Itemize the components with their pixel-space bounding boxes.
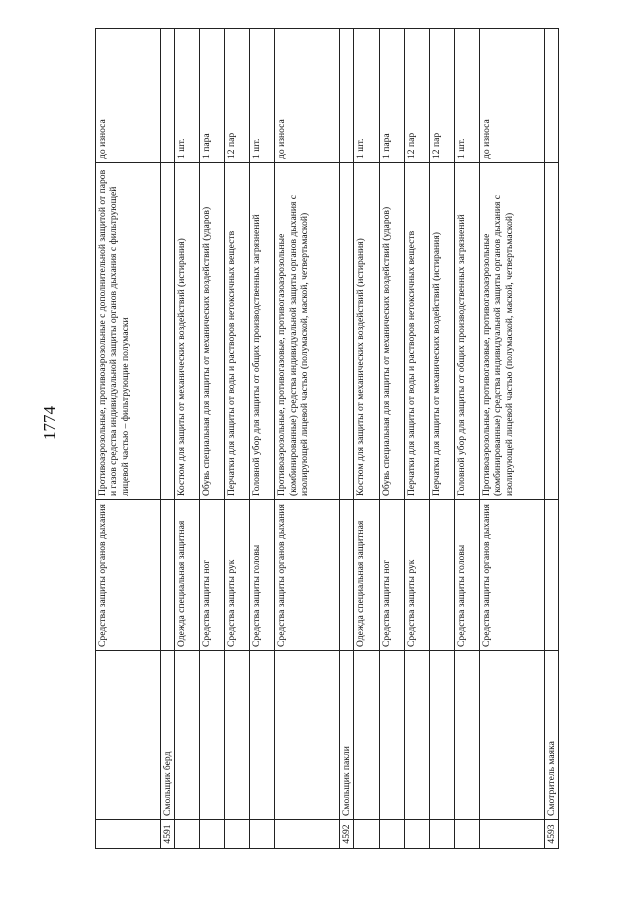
ppe-category-cell: [544, 500, 558, 651]
section-row: [340, 29, 354, 849]
rotated-table-container: [95, 64, 559, 849]
issue-norm-cell: 1 шт.: [354, 29, 379, 163]
profession-name-cell: Смотритель маяка: [544, 651, 558, 820]
row-number-cell: [354, 820, 379, 849]
issue-norm-cell: [160, 29, 174, 163]
row-number-cell: [275, 820, 340, 849]
ppe-category-cell: Одежда специальная защитная: [175, 500, 200, 651]
table-row: [250, 29, 275, 849]
row-number-cell: [225, 820, 250, 849]
table-row: [275, 29, 340, 849]
issue-norm-cell: 12 пар: [404, 29, 429, 163]
table-row: [429, 29, 454, 849]
profession-name-cell: [225, 651, 250, 820]
table-row: [404, 29, 429, 849]
ppe-item-cell: Костюм для защиты от механических воздействий (истирания): [175, 163, 200, 500]
page-number: 1774: [40, 406, 59, 440]
ppe-category-cell: Средства защиты ног: [379, 500, 404, 651]
table-row: [175, 29, 200, 849]
row-number-cell: [250, 820, 275, 849]
ppe-item-cell: Противоаэрозольные, противогазовые, противогазоаэрозольные (комбинированные) средства индивидуальной защиты органов дыхания с изолирующей лицевой частью (полумаской, маской, четвертьмаской): [479, 163, 544, 500]
ppe-category-cell: Одежда специальная защитная: [354, 500, 379, 651]
ppe-category-cell: Средства защиты ног: [200, 500, 225, 651]
ppe-category-cell: Средства защиты органов дыхания: [275, 500, 340, 651]
ppe-category-cell: Средства защиты рук: [225, 500, 250, 651]
ppe-category-cell: Средства защиты органов дыхания: [479, 500, 544, 651]
issue-norm-cell: 1 пара: [200, 29, 225, 163]
profession-name-cell: Смольщик пакли: [340, 651, 354, 820]
row-number-cell: [429, 820, 454, 849]
table-row: [354, 29, 379, 849]
ppe-item-cell: Перчатки для защиты от воды и растворов нетоксичных веществ: [225, 163, 250, 500]
row-number-cell: [379, 820, 404, 849]
table-row: [379, 29, 404, 849]
profession-name-cell: Смольщик берд: [160, 651, 174, 820]
profession-name-cell: [379, 651, 404, 820]
profession-name-cell: [429, 651, 454, 820]
ppe-category-cell: Средства защиты органов дыхания: [96, 500, 161, 651]
ppe-category-cell: Средства защиты головы: [454, 500, 479, 651]
table-row: [96, 29, 161, 849]
row-number-cell: [479, 820, 544, 849]
ppe-item-cell: Обувь специальная для защиты от механических воздействий (ударов): [200, 163, 225, 500]
table-row: [225, 29, 250, 849]
section-row: [160, 29, 174, 849]
row-number-cell: 4592: [340, 820, 354, 849]
row-number-cell: [175, 820, 200, 849]
table-row: [479, 29, 544, 849]
issue-norm-cell: [340, 29, 354, 163]
issue-norm-cell: 1 шт.: [175, 29, 200, 163]
ppe-item-cell: [544, 163, 558, 500]
profession-name-cell: [479, 651, 544, 820]
ppe-category-cell: [340, 500, 354, 651]
ppe-norms-table: [95, 28, 559, 849]
issue-norm-cell: до износа: [96, 29, 161, 163]
issue-norm-cell: 1 шт.: [454, 29, 479, 163]
ppe-item-cell: Головной убор для защиты от общих производственных загрязнений: [454, 163, 479, 500]
ppe-item-cell: Перчатки для защиты от воды и растворов нетоксичных веществ: [404, 163, 429, 500]
issue-norm-cell: до износа: [275, 29, 340, 163]
row-number-cell: [404, 820, 429, 849]
profession-name-cell: [275, 651, 340, 820]
issue-norm-cell: 12 пар: [225, 29, 250, 163]
row-number-cell: [96, 820, 161, 849]
profession-name-cell: [454, 651, 479, 820]
issue-norm-cell: 1 шт.: [250, 29, 275, 163]
issue-norm-cell: [544, 29, 558, 163]
section-row: [544, 29, 558, 849]
issue-norm-cell: до износа: [479, 29, 544, 163]
profession-name-cell: [175, 651, 200, 820]
row-number-cell: [200, 820, 225, 849]
row-number-cell: 4593: [544, 820, 558, 849]
profession-name-cell: [354, 651, 379, 820]
ppe-item-cell: [340, 163, 354, 500]
ppe-item-cell: Перчатки для защиты от механических воздействий (истирания): [429, 163, 454, 500]
ppe-item-cell: Головной убор для защиты от общих производственных загрязнений: [250, 163, 275, 500]
ppe-item-cell: Противоаэрозольные, противогазовые, противогазоаэрозольные (комбинированные) средства индивидуальной защиты органов дыхания с изолирующей лицевой частью (полумаской, маской, четвертьмаской): [275, 163, 340, 500]
ppe-item-cell: [160, 163, 174, 500]
row-number-cell: [454, 820, 479, 849]
ppe-item-cell: Костюм для защиты от механических воздействий (истирания): [354, 163, 379, 500]
ppe-category-cell: Средства защиты рук: [404, 500, 429, 651]
ppe-item-cell: Противоаэрозольные, противоаэрозольные с дополнительной защитой от паров и газов средства индивидуальной защиты органов дыхания с фильтрующей лицевой частью – фильтрующие полумаски: [96, 163, 161, 500]
ppe-category-cell: [160, 500, 174, 651]
row-number-cell: 4591: [160, 820, 174, 849]
issue-norm-cell: 12 пар: [429, 29, 454, 163]
profession-name-cell: [200, 651, 225, 820]
profession-name-cell: [96, 651, 161, 820]
table-body: [96, 29, 559, 849]
ppe-category-cell: [429, 500, 454, 651]
profession-name-cell: [250, 651, 275, 820]
table-row: [454, 29, 479, 849]
table-row: [200, 29, 225, 849]
ppe-category-cell: Средства защиты головы: [250, 500, 275, 651]
ppe-item-cell: Обувь специальная для защиты от механических воздействий (ударов): [379, 163, 404, 500]
profession-name-cell: [404, 651, 429, 820]
issue-norm-cell: 1 пара: [379, 29, 404, 163]
